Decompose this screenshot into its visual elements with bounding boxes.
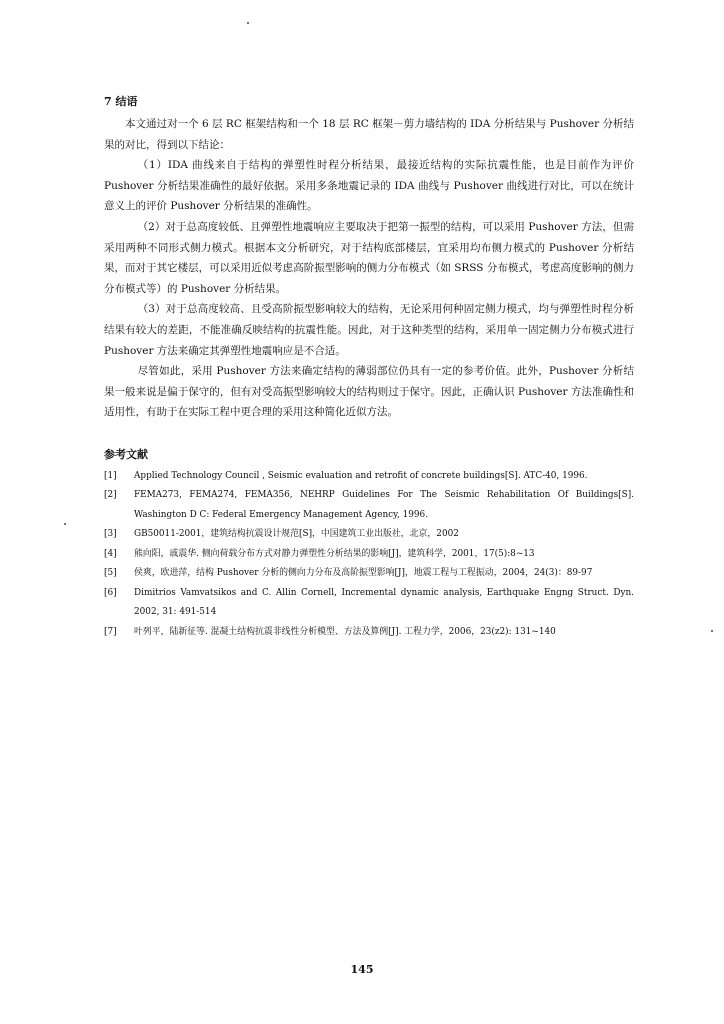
reference-text: 叶列平，陆新征等. 混凝土结构抗震非线性分析模型、方法及算例[J]. 工程力学，2006，23(z2): 131~140 xyxy=(134,626,556,637)
scan-speck xyxy=(247,22,249,24)
reference-number: [3] xyxy=(104,529,117,540)
scan-speck xyxy=(64,523,66,525)
scan-speck xyxy=(711,630,713,632)
reference-text: GB50011-2001，建筑结构抗震设计规范[S]，中国建筑工业出版社，北京，2002 xyxy=(134,529,459,540)
main-content xyxy=(104,92,634,642)
reference-item xyxy=(104,584,634,623)
reference-text: FEMA273, FEMA274, FEMA356, NEHRP Guidelines For The Seismic Rehabilitation Of Buildings[S]. Washington D C: Federal Emergency Management Agency, 1996. xyxy=(134,490,634,520)
reference-number: [4] xyxy=(104,548,117,559)
paragraph-intro: 本文通过对一个 6 层 RC 框架结构和一个 18 层 RC 框架－剪力墙结构的 IDA 分析结果与 Pushover 分析结果的对比，得到以下结论： xyxy=(104,118,634,151)
paragraph-closing: 尽管如此，采用 Pushover 方法来确定结构的薄弱部位仍具有一定的参考价值。此外，Pushover 分析结果一般来说是偏于保守的，但有对受高振型影响较大的结构则过于保守。因此，正确认识 Pushover 方法准确性和适用性，有助于在实际工程中更合理的采用这种简化近似方法。 xyxy=(104,365,634,419)
references-title: 参考文献 xyxy=(104,447,148,461)
reference-item xyxy=(104,564,634,584)
reference-number: [1] xyxy=(104,470,117,481)
reference-text: Dimitrios Vamvatsikos and C. Allin Cornell, Incremental dynamic analysis, Earthquake Engng Struct. Dyn. 2002, 31: 491-514 xyxy=(134,587,634,618)
paragraph-conclusion-3: （3）对于总高度较高、且受高阶振型影响较大的结构，无论采用何种固定侧力模式，均与弹塑性时程分析结果有较大的差距，不能准确反映结构的抗震性能。因此，对于这种类型的结构，采用单一固定侧力分布模式进行 Pushover 方法来确定其弹塑性地震响应是不合适。 xyxy=(104,303,634,357)
reference-item xyxy=(104,467,634,487)
page-number: 145 xyxy=(350,963,374,976)
reference-text: 熊向阳，戚震华. 侧向荷载分布方式对静力弹塑性分析结果的影响[J]，建筑科学，2001，17(5):8~13 xyxy=(134,548,535,559)
paragraph-conclusion-1: （1）IDA 曲线来自于结构的弹塑性时程分析结果，最接近结构的实际抗震性能，也是目前作为评价 Pushover 分析结果准确性的最好依据。采用多条地震记录的 IDA 曲线与 Pushover 曲线进行对比，可以在统计意义上的评价 Pushover 分析结果的准确性。 xyxy=(104,159,634,213)
reference-text: 侯爽，欧进萍，结构 Pushover 分析的侧向力分布及高阶振型影响[J]，地震工程与工程振动，2004，24(3)：89-97 xyxy=(134,568,593,579)
paragraph-conclusion-2: （2）对于总高度较低、且弹塑性地震响应主要取决于把第一振型的结构，可以采用 Pushover 方法，但需采用两种不同形式侧力模式。根据本文分析研究，对于结构底部楼层，宜采用均布侧力模式的 Pushover 分析结果，而对于其它楼层，可以采用近似考虑高阶振型影响的侧力分布模式（如 SRSS 分布模式，考虑高度影响的侧力分布模式等）的 Pushover 分析结果。 xyxy=(104,220,634,295)
reference-item xyxy=(104,623,634,643)
reference-item xyxy=(104,486,634,525)
reference-number: [2] xyxy=(104,490,117,501)
reference-item xyxy=(104,525,634,545)
reference-number: [6] xyxy=(104,587,117,598)
reference-number: [7] xyxy=(104,626,117,637)
reference-number: [5] xyxy=(104,568,117,579)
reference-text: Applied Technology Council , Seismic evaluation and retrofit of concrete buildings[S]. ATC-40, 1996. xyxy=(134,470,588,481)
reference-item xyxy=(104,545,634,565)
section-title: 7 结语 xyxy=(104,95,138,108)
reference-list xyxy=(104,467,634,643)
